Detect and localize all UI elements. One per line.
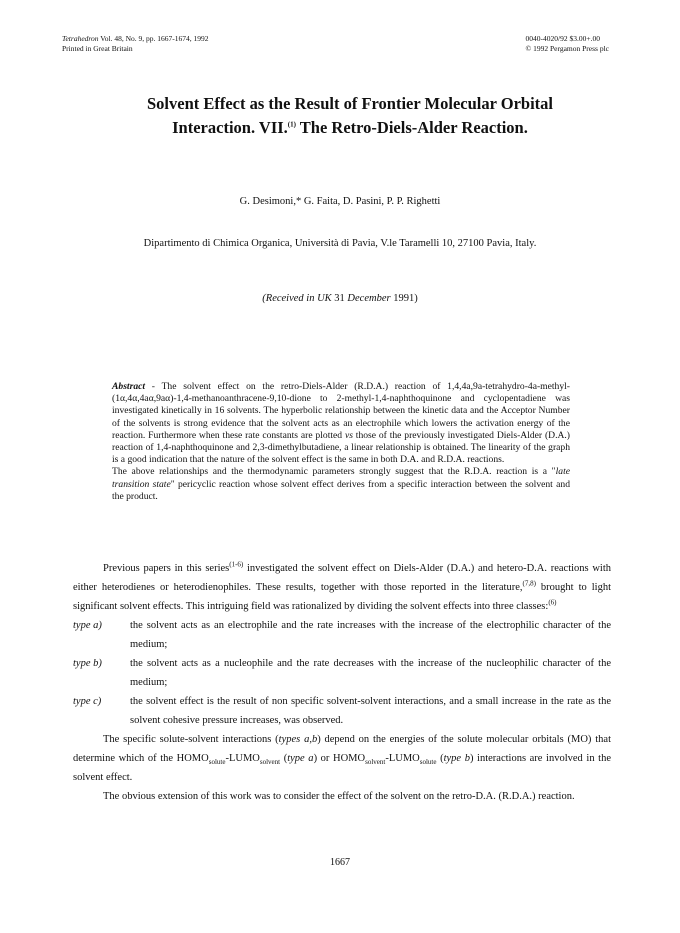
abstract-text-1: - The solvent effect on the retro-Diels-Alder (R.D.A.) reaction of 1,4,4a,9a-tetrahydro-4a-methyl-(1α,4α,4aα,9aα)-1,4-methanoanthracene-9,10-dione to 2-methyl-1,4-naphthoquinone and cyclopentadiene was investigated kinetically in 16 solvents. The hyperbolic relationship between the kinetic data and the Acceptor Number of the solvents is strong evidence that the solvent acts as an electrophile which lowers the activation energy of the reaction. Furthermore when these rate constants are plotted — [112, 381, 570, 441]
affiliation: Dipartimento di Chimica Organica, Università di Pavia, V.le Taramelli 10, 27100 Pavia, Italy. — [143, 238, 537, 249]
abstract-late-ts: late transition state — [112, 466, 570, 490]
sub-solvent-2: solvent — [365, 758, 386, 767]
type-label: type a) — [73, 620, 102, 631]
type-item — [73, 692, 611, 730]
type-label: type c) — [73, 696, 102, 707]
body-p1c: brought to light significant solvent effects. This intriguing field was rationalized by dividing the solvent effects into three classes: — [73, 582, 611, 612]
type-item — [73, 616, 611, 654]
sub-solvent: solvent — [259, 758, 281, 767]
body-p1b: investigated the solvent effect on Diels-Alder (D.A.) and hetero-D.A. reactions with either heterodienes or heterodienophiles. These results, together with those reported in the literature, — [73, 563, 611, 593]
title-line-1: Solvent Effect as the Result of Frontier Molecular Orbital — [146, 94, 553, 113]
printed-in: Printed in Great Britain — [62, 44, 133, 53]
body-p1a: Previous papers in this series — [103, 563, 230, 574]
title-footnote-ref: (1) — [287, 120, 296, 129]
abstract — [112, 381, 570, 503]
sub-solute: solute — [208, 758, 226, 767]
abstract-text-2a: The above relationships and the thermodynamic parameters strongly suggest that the R.D.A. reaction is a " — [112, 466, 556, 478]
body-p2a: The specific solute-solvent interactions ( — [103, 734, 279, 745]
body-paragraph-1 — [73, 559, 611, 616]
page-number: 1667 — [330, 857, 350, 868]
type-text: the solvent effect is the result of non specific solvent-solvent interactions, and a small increase in the rate as the solvent cohesive pressure increases, was observed. — [130, 696, 611, 726]
journal-citation: Vol. 48, No. 9, pp. 1667-1674, 1992 — [100, 34, 209, 43]
abstract-label: Abstract — [112, 381, 146, 392]
body-p2c: ) interactions are involved in the solvent effect. — [73, 753, 612, 783]
body-text — [73, 559, 611, 806]
type-text: the solvent acts as an electrophile and the rate increases with the increase of the electrophilic character of the medium; — [130, 620, 611, 650]
received-date — [0, 293, 680, 304]
lumo-1: -LUMO — [225, 753, 260, 764]
lumo-2: -LUMO — [385, 753, 420, 764]
body-p2b: ) depend on the energies of the solute molecular orbitals (MO) that determine which of the HOMO — [73, 734, 611, 764]
title-line-2 — [90, 116, 610, 140]
authors: G. Desimoni,* G. Faita, D. Pasini, P. P. Righetti — [239, 196, 441, 207]
abstract-text-1b: those of the previously investigated Diels-Alder (D.A.) reaction of 1,4-naphthoquinone and 2,3-dimethylbutadiene, a linear relationship is obtained. The linearity of the graph is a good indication that the nature of the solvent effect is the same in both D.A. and R.D.A. reactions. — [112, 429, 570, 466]
paper-title — [90, 92, 610, 140]
received-year: 1991) — [390, 293, 418, 304]
type-item — [73, 654, 611, 692]
abstract-paragraph-1 — [112, 381, 570, 466]
received-month: December — [347, 293, 391, 304]
ref-6: (6) — [548, 598, 557, 607]
received-pre: (Received in UK — [262, 293, 332, 304]
abstract-vs: vs — [344, 429, 353, 441]
received-day: 31 — [331, 293, 348, 304]
body-paragraph-2: The specific solute-solvent interactions (types a,b) depend on the energies of the solute molecular orbitals (MO) that determine which of the $HOMO_{solute}-LUMO_{solvent}$ (type a) or $HOMO_{solvent}-LUMO_{solute}$ (type b) interactions are involved in the solvent effect. — [73, 734, 612, 783]
title-line-2-pre: Interaction. VII. — [172, 118, 288, 137]
or-homo: ) or HOMO — [313, 753, 366, 764]
journal-name: Tetrahedron — [62, 34, 99, 43]
issn-price: 0040-4020/92 $3.00+.00 — [525, 34, 600, 43]
abstract-text-2b: " pericyclic reaction whose solvent effect derives from a specific interaction between the solvent and the product. — [112, 478, 570, 502]
body-types-ab: types a,b — [278, 734, 318, 745]
abstract-paragraph-2 — [112, 466, 570, 503]
type-label: type b) — [73, 658, 102, 669]
type-text: the solvent acts as a nucleophile and the rate decreases with the increase of the nucleophilic character of the medium; — [130, 658, 611, 688]
title-line-2-post: The Retro-Diels-Alder Reaction. — [295, 118, 528, 137]
ref-7-8: (7,8) — [522, 579, 536, 588]
solvent-effect-types — [73, 616, 611, 730]
journal-header-right — [526, 34, 609, 54]
journal-header-left — [62, 34, 209, 54]
sub-solute-2: solute — [419, 758, 437, 767]
ref-1-6: (1-6) — [229, 560, 244, 569]
copyright: © 1992 Pergamon Press plc — [525, 44, 609, 53]
type-b-ref: type b — [443, 753, 470, 764]
body-paragraph-3: The obvious extension of this work was to consider the effect of the solvent on the retro-D.A. (R.D.A.) reaction. — [103, 791, 575, 802]
type-a-ref: type a — [287, 753, 314, 764]
